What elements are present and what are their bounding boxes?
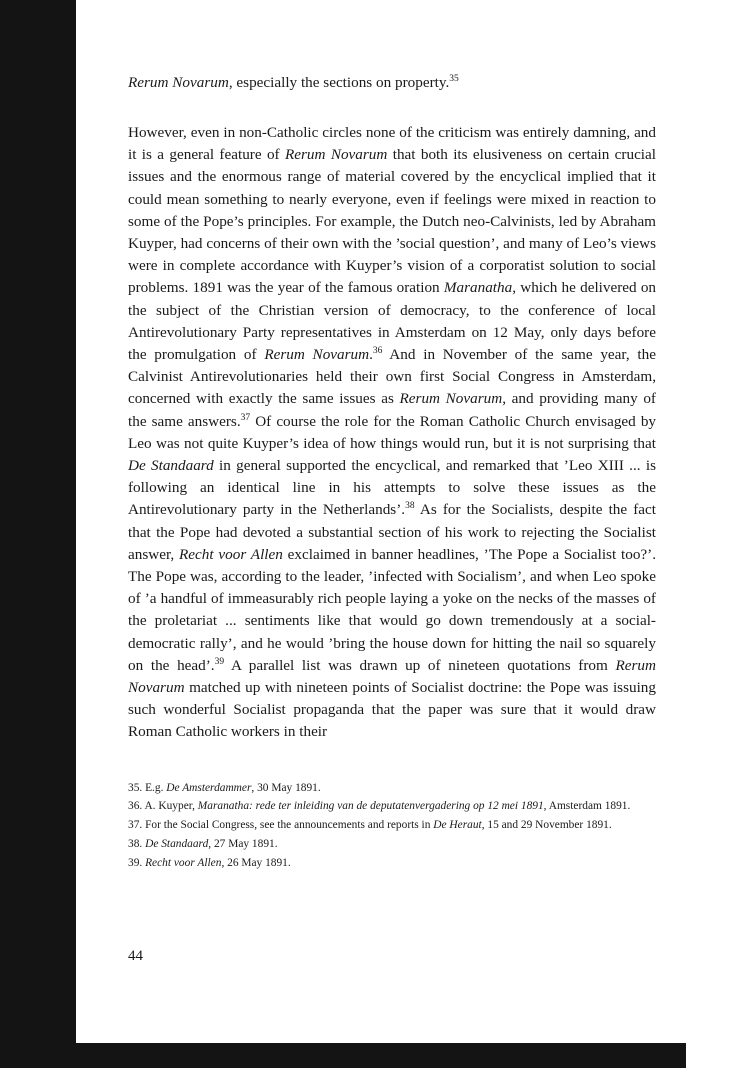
footnote-ref: 39 bbox=[214, 656, 225, 667]
footnotes bbox=[128, 780, 656, 872]
text-run: . bbox=[369, 346, 373, 364]
opening-line bbox=[128, 72, 656, 94]
text-run: 37. For the Social Congress, see the announcements and reports in bbox=[128, 819, 434, 832]
italic-title: Recht voor Allen bbox=[145, 856, 222, 869]
text-run: , 27 May 1891. bbox=[208, 838, 278, 851]
text-run: in general supported the encyclical, and remarked that ’Leo XIII ... is following an identical line in his attempts to solve these issues as the Antirevolutionary party in the Netherlands’. bbox=[128, 457, 656, 519]
footnote bbox=[128, 855, 656, 872]
footnote-ref: 37 bbox=[240, 412, 251, 423]
text-run: that both its elusiveness on certain crucial issues and the enormous range of material covered by the encyclical implied that it could mean something to nearly everyone, even if feelings were mixed in reaction to some of the Pope’s principles. For example, the Dutch neo-Calvinists, led by Abraham Kuyper, had concerns of their own with the ’social question’, and many of Leo’s views were in complete accordance with Kuyper’s vision of a corporatist solution to social problems. 1891 was the year of the famous oration bbox=[128, 146, 656, 297]
italic-title: Rerum Novarum bbox=[264, 346, 370, 364]
text-run: 35. E.g. bbox=[128, 781, 167, 794]
text-run: exclaimed in banner headlines, ’The Pope a Socialist too?’. The Pope was, according to the leader, ’infected with Socialism’, and when Leo spoke of ’a handful of immeasurably rich people laying a yoke on the necks of the masses of the proletariat ... sentiments like that would go down tremendously at a social-democratic rally’, and he would ’bring the house down for hitting the nail so squarely on the head’. bbox=[128, 545, 657, 674]
text-run: 38. bbox=[128, 838, 146, 851]
footnote-ref: 35 bbox=[449, 73, 459, 84]
text-run: 39. bbox=[128, 856, 146, 869]
italic-title: De Amsterdammer bbox=[166, 781, 252, 794]
footnote bbox=[128, 798, 656, 815]
italic-title: Maranatha bbox=[443, 279, 513, 297]
text-run: matched up with nineteen points of Socialist doctrine: the Pope was issuing such wonderful Socialist propaganda that the paper was sure that it would draw Roman Catholic workers in their bbox=[128, 679, 656, 741]
opening-title: Rerum Novarum bbox=[128, 74, 229, 91]
main-paragraph bbox=[128, 122, 656, 744]
italic-title: Maranatha: rede ter inleiding van de deputatenvergadering op 12 mei 1891 bbox=[197, 800, 544, 813]
italic-title: Rerum Novarum bbox=[399, 390, 503, 408]
italic-title: De Standaard bbox=[128, 457, 214, 475]
text-run: However, even in non-Catholic circles none of the criticism was entirely damning, and it is a general feature of bbox=[128, 124, 656, 164]
page-number: 44 bbox=[128, 948, 143, 964]
text-run: , 30 May 1891. bbox=[251, 781, 321, 794]
page-body bbox=[128, 72, 656, 874]
text-run: Of course the role for the Roman Catholic Church envisaged by Leo was not quite Kuyper’s idea of how things would run, but it is not surprising that bbox=[128, 412, 657, 452]
scan-border-left bbox=[0, 0, 76, 1068]
italic-title: Recht voor Allen bbox=[179, 545, 283, 563]
text-run: 36. A. Kuyper, bbox=[128, 800, 198, 813]
text-run: As for the Socialists, despite the fact that the Pope had devoted a substantial section of his work to rejecting the Socialist answer, bbox=[128, 501, 656, 563]
italic-title: Rerum Novarum bbox=[128, 656, 656, 697]
opening-text: , especially the sections on property. bbox=[228, 74, 450, 91]
scan-border-bottom bbox=[0, 1043, 686, 1068]
text-run: A parallel list was drawn up of nineteen quotations from bbox=[224, 656, 616, 674]
text-run: , 26 May 1891. bbox=[221, 856, 291, 869]
footnote-ref: 36 bbox=[372, 345, 383, 356]
italic-title: De Standaard bbox=[145, 838, 209, 851]
italic-title: Rerum Novarum bbox=[284, 146, 388, 164]
text-run: , which he delivered on the subject of the Christian version of democracy, to the conference of local Antirevolutionary Party representatives in Amsterdam on 12 May, only days before the promulgation of bbox=[128, 279, 657, 364]
text-run: , Amsterdam 1891. bbox=[543, 800, 631, 813]
footnote bbox=[128, 780, 656, 797]
footnote bbox=[128, 817, 656, 834]
text-run: , 15 and 29 November 1891. bbox=[481, 819, 612, 832]
text-run: , and providing many of the same answers. bbox=[128, 390, 656, 430]
footnote bbox=[128, 836, 656, 853]
text-run: And in November of the same year, the Calvinist Antirevolutionaries held their own first Social Congress in Amsterdam, concerned with exactly the same issues as bbox=[128, 346, 656, 408]
footnote-ref: 38 bbox=[405, 501, 415, 512]
italic-title: De Heraut bbox=[433, 819, 482, 832]
